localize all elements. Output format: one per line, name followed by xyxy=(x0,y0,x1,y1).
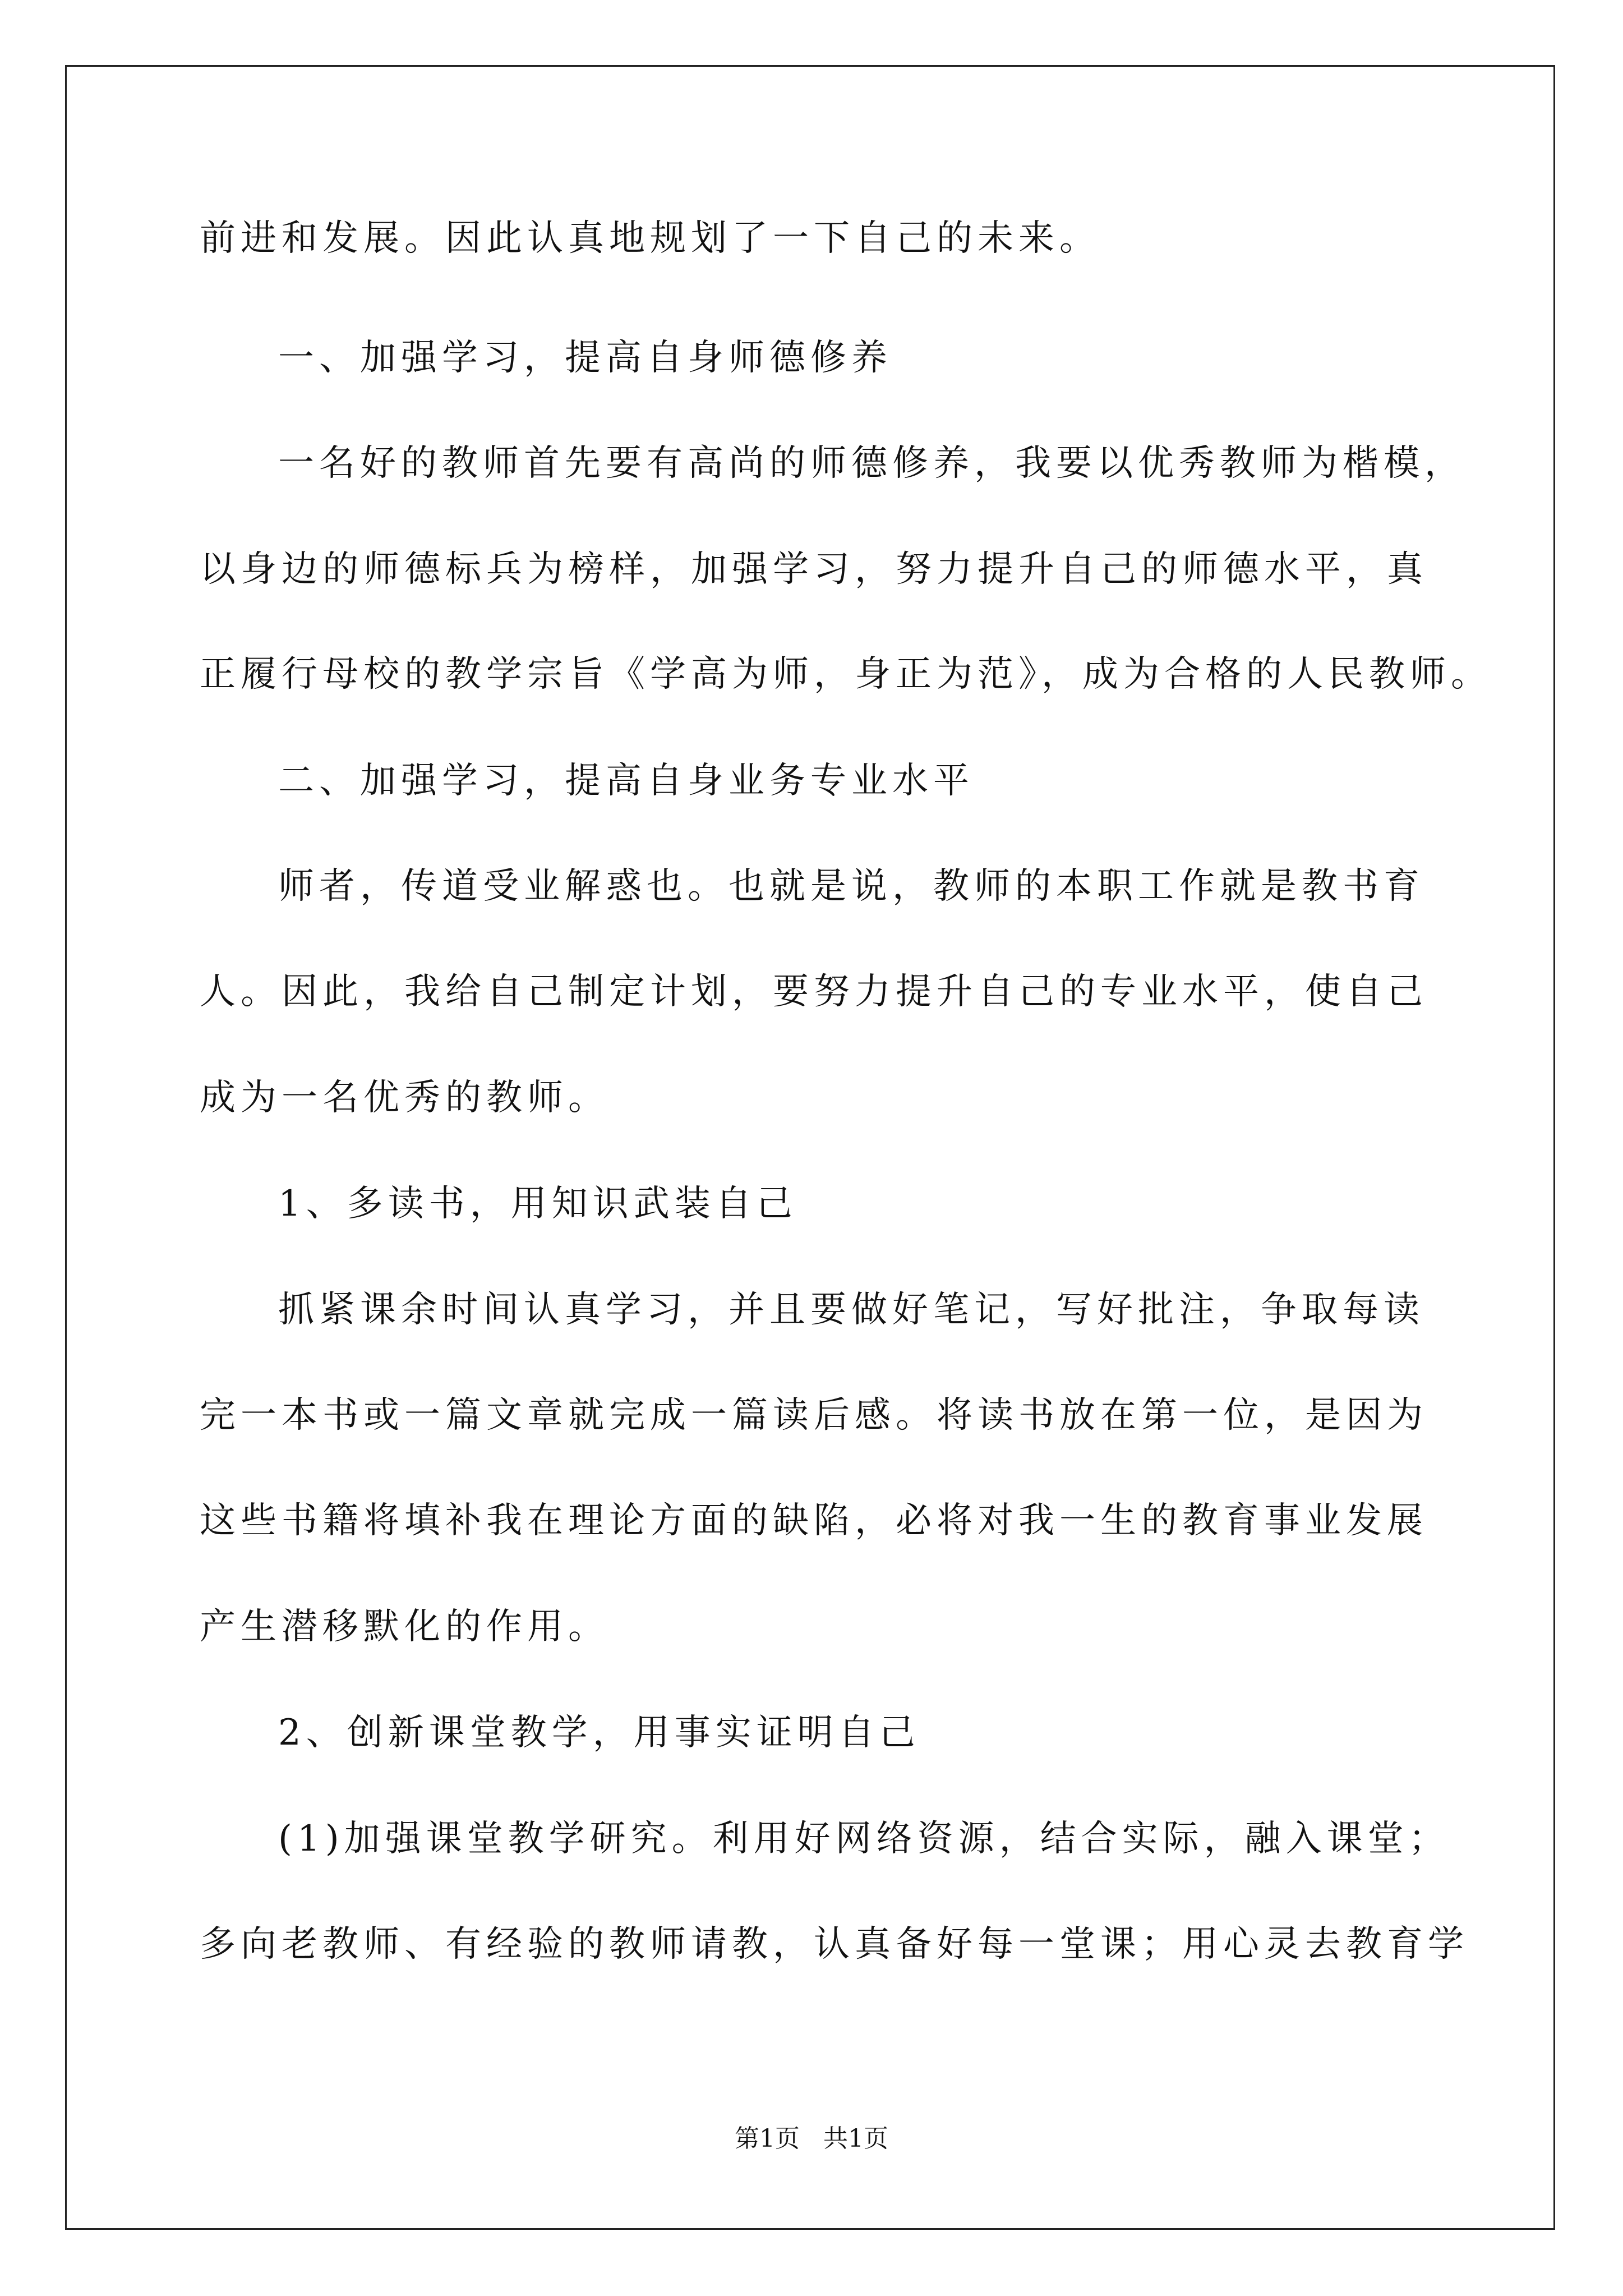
subsection-heading: 2、创新课堂教学，用事实证明自己 xyxy=(278,1712,920,1754)
body-text-line: 完一本书或一篇文章就完成一篇读后感。将读书放在第一位，是因为 xyxy=(200,1395,1428,1436)
subsection-heading: 1、多读书，用知识武装自己 xyxy=(278,1183,797,1225)
body-text-line: 人。因此，我给自己制定计划，要努力提升自己的专业水平，使自己 xyxy=(200,971,1428,1013)
body-text-line: 前进和发展。因此认真地规划了一下自己的未来。 xyxy=(200,218,1100,259)
section-heading: 二、加强学习，提高自身业务专业水平 xyxy=(278,760,974,802)
body-text-line: 这些书籍将填补我在理论方面的缺陷，必将对我一生的教育事业发展 xyxy=(200,1500,1428,1542)
page-footer: 第1页 共1页 xyxy=(735,2124,888,2153)
paragraph-first-line: (1)加强课堂教学研究。利用好网络资源，结合实际，融入课堂； xyxy=(278,1818,1450,1860)
paragraph-first-line: 师者，传道受业解惑也。也就是说，教师的本职工作就是教书育 xyxy=(278,866,1424,907)
page-border xyxy=(65,65,1555,2230)
section-heading: 一、加强学习，提高自身师德修养 xyxy=(278,337,892,379)
body-text-line: 以身边的师德标兵为榜样，加强学习，努力提升自己的师德水平，真 xyxy=(200,549,1428,590)
paragraph-first-line: 一名好的教师首先要有高尚的师德修养，我要以优秀教师为楷模， xyxy=(278,443,1465,484)
body-text-line: 产生潜移默化的作用。 xyxy=(200,1606,609,1648)
body-text-line: 成为一名优秀的教师。 xyxy=(200,1077,609,1119)
body-text-line: 正履行母校的教学宗旨《学高为师，身正为范》，成为合格的人民教师。 xyxy=(200,654,1492,695)
paragraph-first-line: 抓紧课余时间认真学习，并且要做好笔记，写好批注，争取每读 xyxy=(278,1289,1424,1331)
body-text-line: 多向老教师、有经验的教师请教，认真备好每一堂课；用心灵去教育学 xyxy=(200,1924,1469,1965)
